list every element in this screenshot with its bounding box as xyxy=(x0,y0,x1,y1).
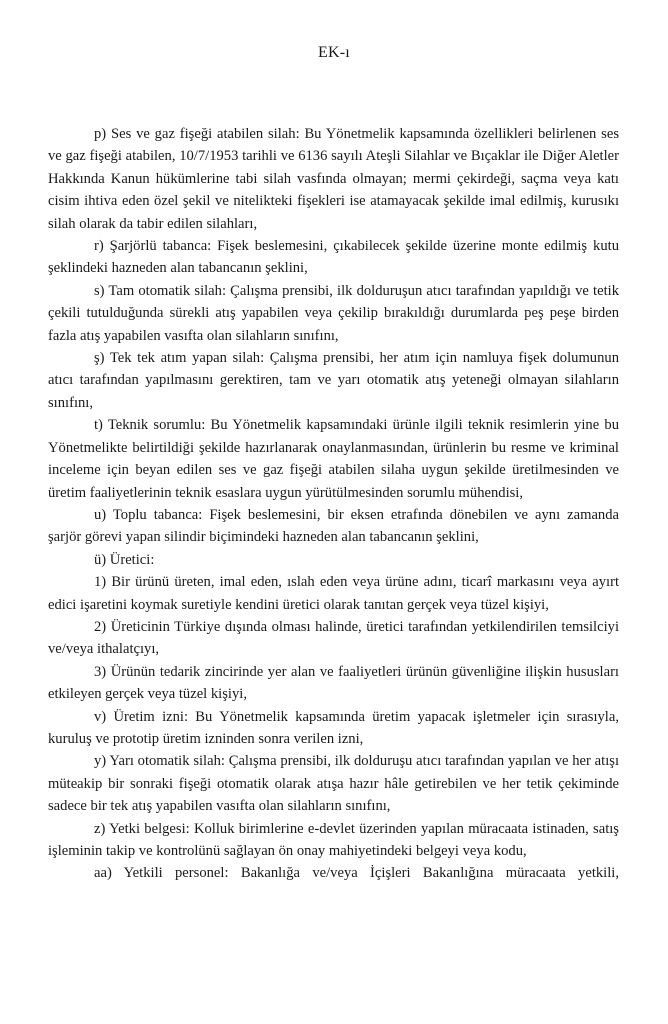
paragraph-v-uretim-izni: v) Üretim izni: Bu Yönetmelik kapsamında üretim yapacak işletmeler için sırasıyla, kuruluş ve prototip üretim izninden sonra verilen izni, xyxy=(48,708,619,747)
paragraph-aa-yetkili-personel: aa) Yetkili personel: Bakanlığa ve/veya İçişleri Bakanlığına müracaata yetkili, xyxy=(94,865,619,882)
paragraph-z-yetki-belgesi: z) Yetki belgesi: Kolluk birimlerine e-devlet üzerinden yapılan müracaata istinaden, satış işleminin takip ve kontrolünü sağlayan ön onay mahiyetindeki belgeyi veya kodu, xyxy=(48,820,619,859)
paragraph-s-tam-otomatik-silah: s) Tam otomatik silah: Çalışma prensibi, ilk dolduruşun atıcı tarafından yapıldığı ve tetik çekili tutulduğunda sürekli atış yapabilen veya çekilip bırakıldığı durumlarda peş peşe birden fazla atış yapabilen vasıfta olan silahların sınıfını, xyxy=(48,282,619,344)
paragraph-p-ses-ve-gaz-fisegi: p) Ses ve gaz fişeği atabilen silah: Bu Yönetmelik kapsamında özellikleri belirlenen ses ve gaz fişeği atabilen, 10/7/1953 tarihli ve 6136 sayılı Ateşli Silahlar ve Bıçaklar ile Diğer Aletler Hakkında Kanun hükümlerine tabi silah vasfında olmayan; mermi çekirdeği, saçma veya katı cisim ihtiva eden özel şekil ve nitelikteki fişekleri ise atamayacak şekilde imal edilmiş, kurusıkı silah olarak da tabir edilen silahları, xyxy=(48,126,619,232)
paragraph-r-sarjorlu-tabanca: r) Şarjörlü tabanca: Fişek beslemesini, çıkabilecek şekilde üzerine monte edilmiş kutu şeklindeki hazneden alan tabancanın şeklini, xyxy=(48,238,619,277)
page-header-title: EK-ı xyxy=(318,44,350,61)
paragraph-uretici-item-1: 1) Bir ürünü üreten, imal eden, ıslah eden veya ürüne adını, ticarî markasını veya ayırt edici işaretini koymak suretiyle kendini üretici olarak tanıtan gerçek veya tüzel kişiyi, xyxy=(48,574,619,613)
paragraph-u-toplu-tabanca: u) Toplu tabanca: Fişek beslemesini, bir eksen etrafında dönebilen ve aynı zamanda şarjör görevi yapan silindir biçimindeki hazneden alan tabancanın şeklini, xyxy=(48,506,619,546)
paragraph-y-yari-otomatik-silah: y) Yarı otomatik silah: Çalışma prensibi, ilk dolduruşu atıcı tarafından yapılan ve her atışı müteakip bir sonraki fişeği otomatik olarak atışa hazır hâle getirebilen ve her tetik çekiminde sadece bir tek atış yapabilen vasıfta olan silahların sınıfını, xyxy=(48,753,619,815)
paragraph-u-uretici: ü) Üretici: xyxy=(94,551,155,568)
document-body xyxy=(48,123,619,885)
paragraph-s-tek-tek-atim: ş) Tek tek atım yapan silah: Çalışma prensibi, her atım için namluya fişek dolumunun atıcı tarafından yapılmasını gerektiren, tam ve yarı otomatik atış yeteneği olmayan silahların sınıfını, xyxy=(48,350,619,411)
paragraph-t-teknik-sorumlu: t) Teknik sorumlu: Bu Yönetmelik kapsamındaki ürünle ilgili teknik resimlerin yine bu Yönetmelikte belirtildiği şekilde hazırlanarak onaylanmasından, ürünlerin bu resme ve kriminal inceleme için beyan edilen ses ve gaz fişeği atabilen silaha uygun şekilde üretilmesinden ve üretim faaliyetlerinin teknik esaslara uygun yürütülmesinden sorumlu mühendisi, xyxy=(48,417,619,501)
paragraph-uretici-item-2: 2) Üreticinin Türkiye dışında olması halinde, üretici tarafından yetkilendirilen temsilciyi ve/veya ithalatçıyı, xyxy=(48,618,619,658)
paragraph-uretici-item-3: 3) Ürünün tedarik zincirinde yer alan ve faaliyetleri ürünün güvenliğine ilişkin hususları etkileyen gerçek veya tüzel kişiyi, xyxy=(48,663,619,703)
